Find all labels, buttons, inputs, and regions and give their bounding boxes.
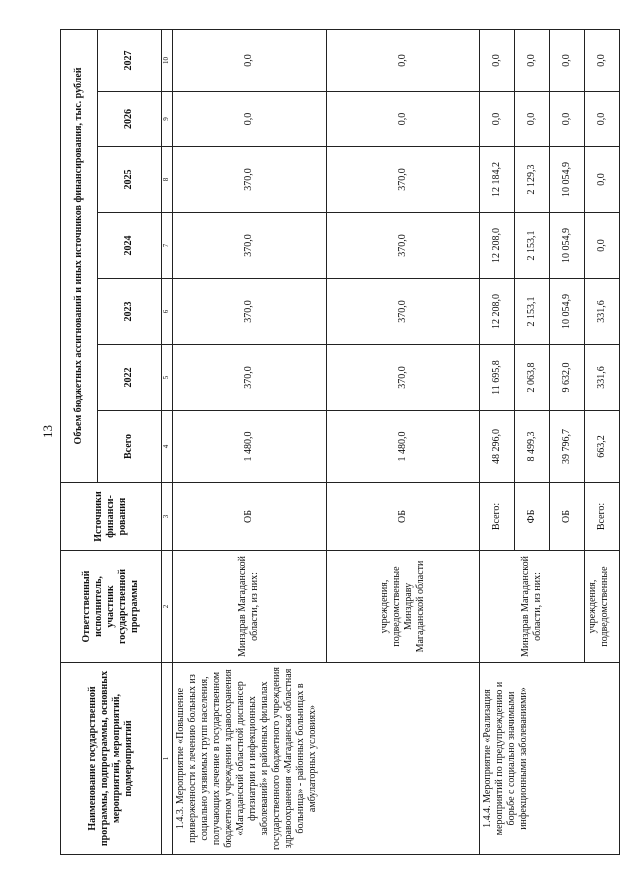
column-number: 9 — [161, 92, 172, 147]
value-cell: 0,0 — [172, 29, 326, 91]
measure-1-4-4-name: 1.4.4. Мероприятие «Реализация мероприятий по предупреждению и борьбе с социально значимыми инфекционными заболеваниями» — [480, 663, 620, 855]
value-cell: 331,6 — [585, 279, 620, 345]
value-cell: 12 184,2 — [480, 147, 515, 213]
column-number: 10 — [161, 29, 172, 91]
header-year: Всего — [97, 411, 161, 483]
value-cell: 370,0 — [172, 147, 326, 213]
column-number: 1 — [161, 663, 172, 855]
value-cell: 10 054,9 — [550, 279, 585, 345]
value-cell: 370,0 — [172, 345, 326, 411]
value-cell: 0,0 — [172, 92, 326, 147]
value-cell: 48 296,0 — [480, 411, 515, 483]
header-year: 2024 — [97, 213, 161, 279]
value-cell: 2 153,1 — [515, 279, 550, 345]
executor-institutions: учреждения, подведомственные Минздраву Магаданской области — [326, 551, 480, 663]
value-cell: 0,0 — [585, 147, 620, 213]
value-cell: 370,0 — [326, 345, 480, 411]
column-number: 8 — [161, 147, 172, 213]
source-cell: Всего: — [585, 483, 620, 551]
value-cell: 2 063,8 — [515, 345, 550, 411]
value-cell: 9 632,0 — [550, 345, 585, 411]
value-cell: 370,0 — [172, 279, 326, 345]
header-source: Источники финанси-рования — [61, 483, 162, 551]
value-cell: 10 054,9 — [550, 213, 585, 279]
header-name: Наименование государственной программы, подпрограммы, основных мероприятий, мероприятий, подмероприятий — [61, 663, 162, 855]
column-number: 7 — [161, 213, 172, 279]
header-year: 2023 — [97, 279, 161, 345]
value-cell: 2 129,3 — [515, 147, 550, 213]
value-cell: 39 796,7 — [550, 411, 585, 483]
value-cell: 0,0 — [585, 29, 620, 91]
value-cell: 0,0 — [515, 29, 550, 91]
value-cell: 370,0 — [326, 279, 480, 345]
value-cell: 2 153,1 — [515, 213, 550, 279]
source-cell: Всего: — [480, 483, 515, 551]
executor-ministry: Минздрав Магаданской области, из них: — [480, 551, 585, 663]
value-cell: 0,0 — [585, 213, 620, 279]
value-cell: 0,0 — [326, 92, 480, 147]
value-cell: 12 208,0 — [480, 213, 515, 279]
value-cell: 0,0 — [550, 29, 585, 91]
value-cell: 1 480,0 — [326, 411, 480, 483]
header-year: 2026 — [97, 92, 161, 147]
executor-ministry: Минздрав Магаданской области, из них: — [172, 551, 326, 663]
value-cell: 0,0 — [550, 92, 585, 147]
value-cell: 0,0 — [480, 29, 515, 91]
value-cell: 10 054,9 — [550, 147, 585, 213]
header-year: 2025 — [97, 147, 161, 213]
value-cell: 370,0 — [172, 213, 326, 279]
column-number: 3 — [161, 483, 172, 551]
header-year: 2022 — [97, 345, 161, 411]
source-cell: ОБ — [550, 483, 585, 551]
source-cell: ОБ — [172, 483, 326, 551]
column-number: 2 — [161, 551, 172, 663]
value-cell: 663,2 — [585, 411, 620, 483]
value-cell: 12 208,0 — [480, 279, 515, 345]
measure-1-4-3-name: 1.4.3. Мероприятие «Повышение приверженности к лечению больных из социально уязвимых групп населения, получающих лечение в государственном бюджетном учреждении здравоохранения «Магаданский областной диспансер фтизиатрии и инфекционных заболеваний» и районных филиалах государственного бюджетного учреждения здравоохранения «Магаданская областная больница» - районных больницах в амбулаторных условиях» — [172, 663, 480, 855]
value-cell: 0,0 — [480, 92, 515, 147]
source-cell: ОБ — [326, 483, 480, 551]
value-cell: 331,6 — [585, 345, 620, 411]
header-year: 2027 — [97, 29, 161, 91]
column-number: 6 — [161, 279, 172, 345]
executor-institutions: учреждения, подведомственные — [585, 551, 620, 663]
value-cell: 370,0 — [326, 213, 480, 279]
value-cell: 0,0 — [326, 29, 480, 91]
header-executor: Ответственный исполнитель, участник государственной программы — [61, 551, 162, 663]
value-cell: 1 480,0 — [172, 411, 326, 483]
source-cell: ФБ — [515, 483, 550, 551]
value-cell: 0,0 — [515, 92, 550, 147]
header-volume: Объем бюджетных ассигнований и иных источников финансирования, тыс. рублей — [61, 29, 98, 482]
value-cell: 0,0 — [585, 92, 620, 147]
rotated-table-wrapper — [60, 30, 620, 855]
value-cell: 370,0 — [326, 147, 480, 213]
page-number: 13 — [40, 425, 55, 438]
budget-table — [60, 29, 620, 855]
value-cell: 8 499,3 — [515, 411, 550, 483]
column-number: 5 — [161, 345, 172, 411]
value-cell: 11 695,8 — [480, 345, 515, 411]
column-number: 4 — [161, 411, 172, 483]
